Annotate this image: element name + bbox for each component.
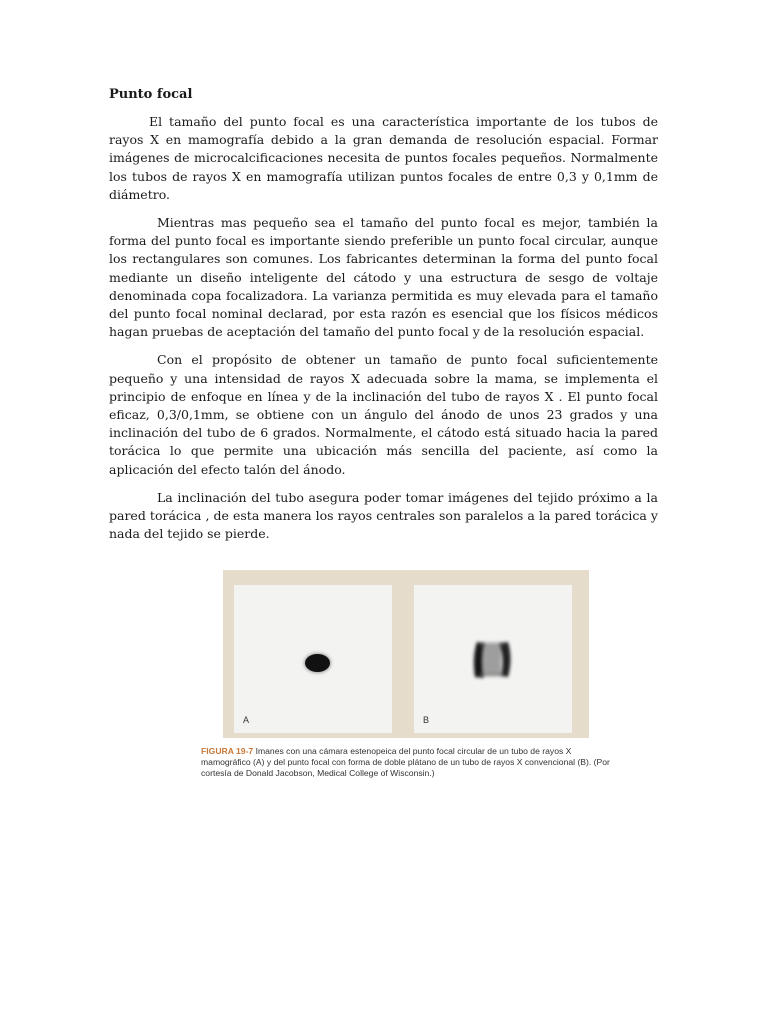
- document-body: [109, 86, 658, 553]
- double-banana-focal-spot-image: [414, 585, 572, 733]
- paragraph-3: Con el propósito de obtener un tamaño de punto focal suficientemente pequeño y una intensidad de rayos X adecuada sobre la mama, se implementa el principio de enfoque en línea y de la inclinación del tubo de rayos X . El punto focal eficaz, 0,3/0,1mm, se obtiene con un ángulo del ánodo de unos 23 grados y una inclinación del tubo de 6 grados. Normalmente, el cátodo está situado hacia la pared torácica lo que permite una ubicación más sencilla del paciente, así como la aplicación del efecto talón del ánodo.: [109, 352, 658, 477]
- paragraph-4: La inclinación del tubo asegura poder tomar imágenes del tejido próximo a la pared torácica , de esta manera los rayos centrales son paralelos a la pared torácica y nada del tejido se pierde.: [109, 489, 658, 542]
- paragraph-1: El tamaño del punto focal es una característica importante de los tubos de rayos X en mamografía debido a la gran demanda de resolución espacial. Formar imágenes de microcalcificaciones necesita de puntos focales pequeños. Normalmente los tubos de rayos X en mamografía utilizan puntos focales de entre 0,3 y 0,1mm de diámetro.: [109, 114, 658, 202]
- paragraph-2: Mientras mas pequeño sea el tamaño del punto focal es mejor, también la forma del punto focal es importante siendo preferible un punto focal circular, aunque los rectangulares son comunes. Los fabricantes determinan la forma del punto focal mediante un diseño inteligente del cátodo y una estructura de sesgo de voltaje denominada copa focalizadora. La varianza permitida es muy elevada para el tamaño del punto focal nominal declarad, por esta razón es esencial que los físicos médicos hagan pruebas de aceptación del tamaño del punto focal y de la resolución espacial.: [109, 215, 658, 340]
- figure-caption-label: FIGURA 19-7: [201, 746, 254, 756]
- circular-focal-spot-image: [305, 654, 330, 672]
- figure-panel-b: [414, 585, 572, 733]
- figure-panel-a: [234, 585, 392, 733]
- panel-b-label: B: [423, 715, 430, 725]
- panel-a-label: A: [243, 715, 250, 725]
- figure-caption-text: Imanes con una cámara estenopeica del punto focal circular de un tubo de rayos X mamográfico (A) y del punto focal con forma de doble plátano de un tubo de rayos X convencional (B). (Por cortesía de Donald Jacobson, Medical College of Wisconsin.): [201, 746, 610, 778]
- section-heading: Punto focal: [109, 87, 193, 102]
- figure-19-7: [196, 570, 616, 800]
- figure-caption: [201, 746, 611, 779]
